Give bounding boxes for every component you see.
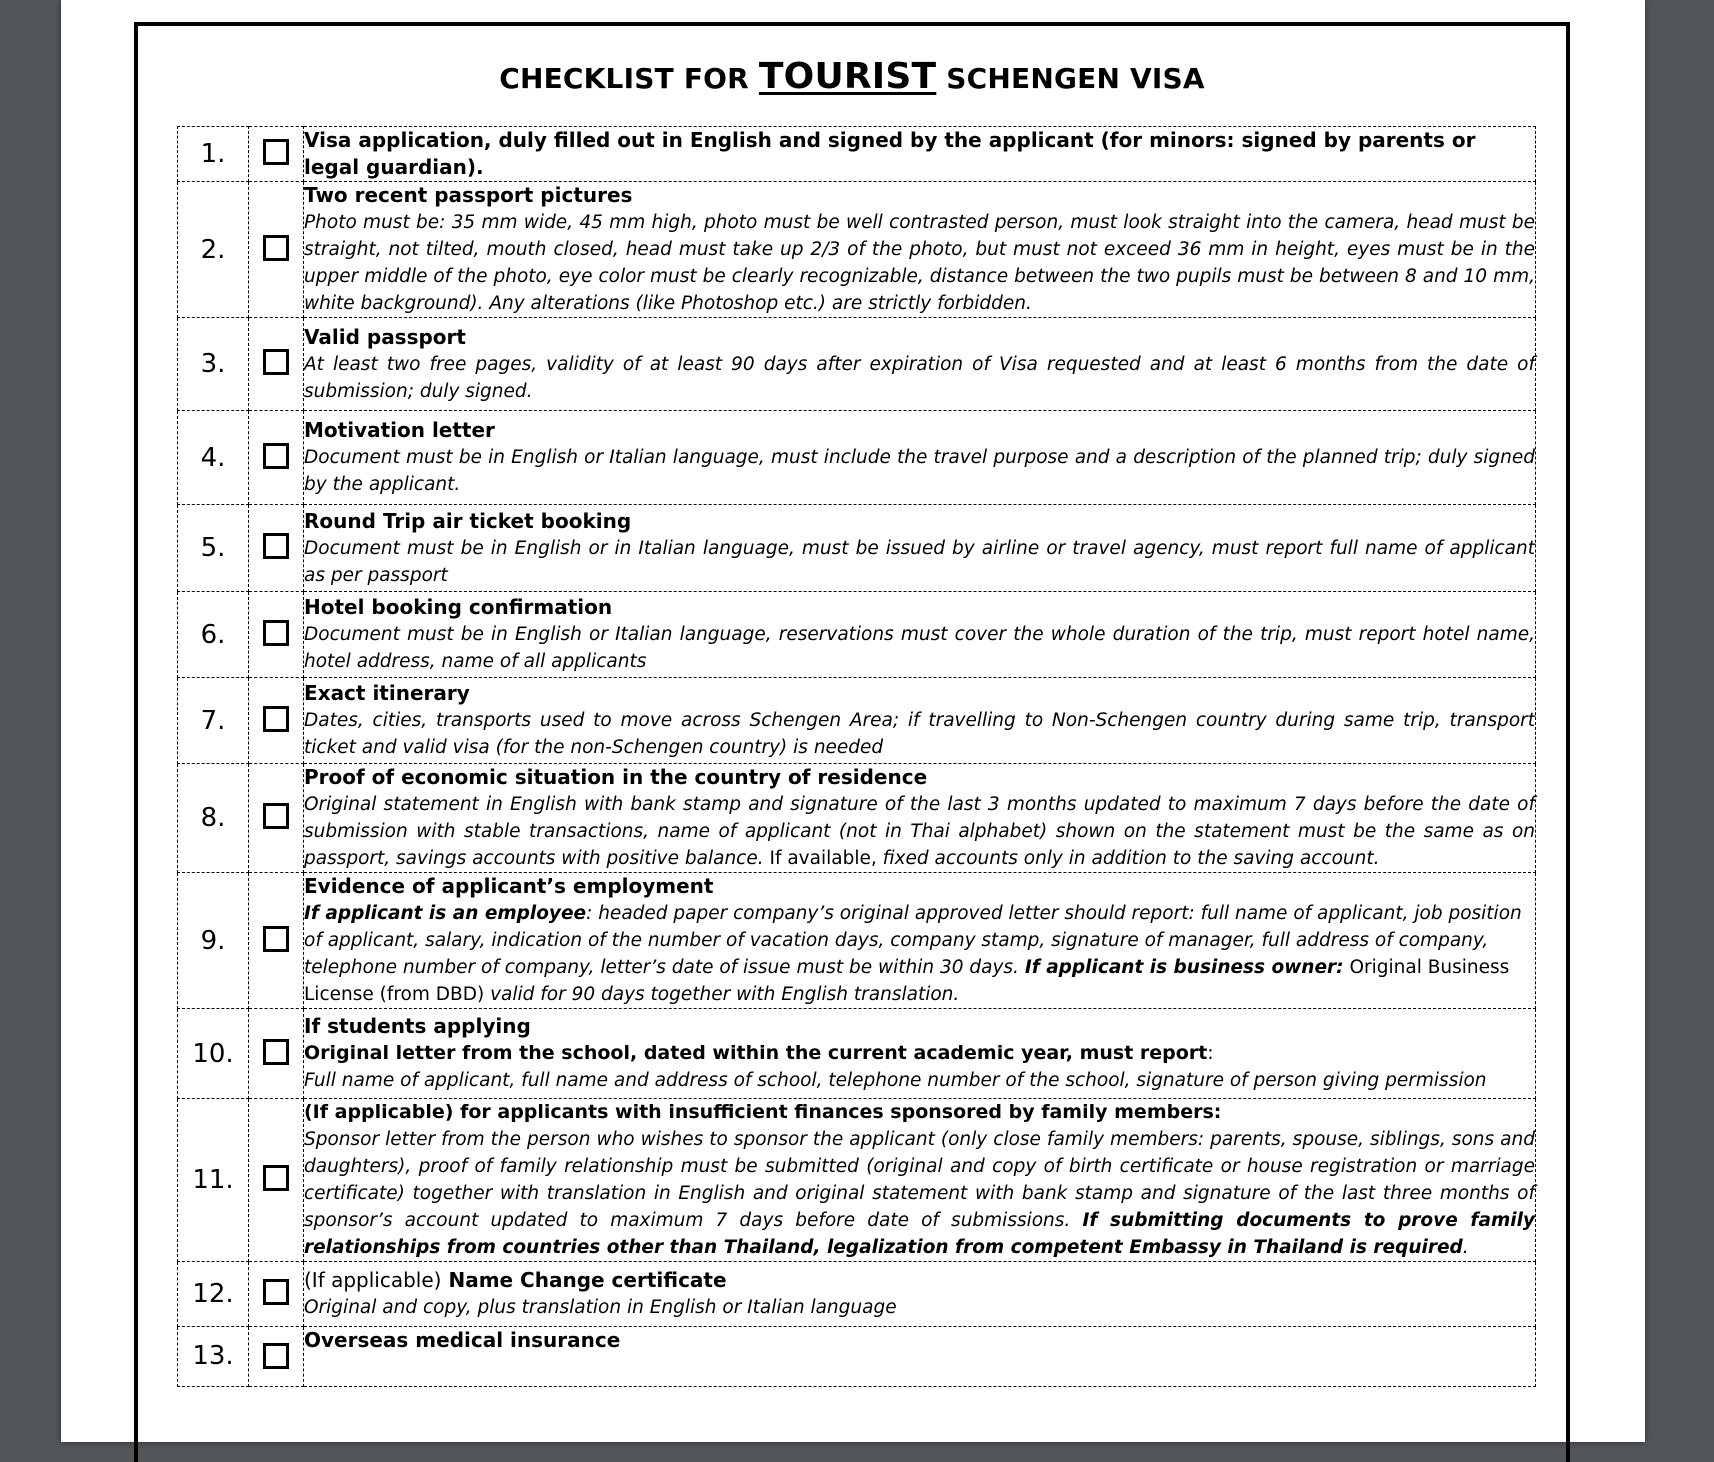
item-description-plain: If available, — [769, 848, 877, 869]
document-page — [61, 0, 1645, 1442]
checklist-row — [178, 127, 1536, 182]
title-prefix: CHECKLIST FOR — [499, 62, 749, 95]
item-number: 4. — [178, 411, 249, 505]
checklist-row — [178, 318, 1536, 411]
item-heading: Name Change certificate — [448, 1268, 727, 1292]
checklist-row — [178, 764, 1536, 873]
checklist-row — [178, 1262, 1536, 1327]
owner-label: If applicant is business owner: — [1024, 957, 1344, 978]
item-number: 8. — [178, 764, 249, 873]
checkbox[interactable] — [263, 443, 289, 469]
item-number: 1. — [178, 127, 249, 182]
checklist-row — [178, 411, 1536, 505]
item-heading-extra: (for minors: signed by parents or legal guardian). — [304, 128, 1476, 179]
checkbox[interactable] — [263, 139, 289, 165]
title-suffix: SCHENGEN VISA — [946, 62, 1205, 95]
item-heading-plain: (If applicable) — [304, 1268, 442, 1292]
item-description: Original statement in English with bank stamp and signature of the last 3 months updated to maximum 7 days before the date of submission with stable transactions, name of applicant (not in Thai alphabet) shown on the statement must be the same as on passport, savings accounts with positive balance. — [304, 794, 1535, 869]
item-number: 5. — [178, 505, 249, 592]
checklist-row — [178, 1009, 1536, 1099]
checkbox[interactable] — [263, 533, 289, 559]
item-number: 10. — [178, 1009, 249, 1099]
page-title — [142, 56, 1562, 97]
checkbox[interactable] — [263, 706, 289, 732]
checkbox[interactable] — [263, 1039, 289, 1065]
item-heading: Valid passport — [304, 324, 466, 349]
owner-license: Original Business License (from DBD) — [304, 957, 1510, 1005]
checkbox[interactable] — [263, 1165, 289, 1191]
item-number: 7. — [178, 678, 249, 764]
title-emphasis: TOURIST — [758, 56, 937, 97]
item-description: Document must be in English or in Italian language, must be issued by airline or travel agency, must report full name of applicant as per passport — [304, 537, 1535, 586]
item-heading: If students applying — [304, 1014, 531, 1038]
item-number: 13. — [178, 1327, 249, 1387]
checklist-row — [178, 505, 1536, 592]
item-number: 3. — [178, 318, 249, 411]
item-description: Document must be in English or Italian language, must include the travel purpose and a description of the planned trip; duly signed by the applicant. — [304, 447, 1535, 495]
item-description: Photo must be: 35 mm wide, 45 mm high, photo must be well contrasted person, must look straight into the camera, head must be straight, not tilted, mouth closed, head must take up 2/3 of the photo, but must not exceed 36 mm in height, eyes must be in the upper middle of the photo, eye color must be clearly recognizable, distance between the two pupils must be between 8 and 10 mm, white background). Any alterations (like Photoshop etc.) are strictly forbidden. — [304, 212, 1535, 314]
checkbox[interactable] — [263, 235, 289, 261]
item-description-bold: If submitting documents to prove family relationships from countries other than Thailand, legalization from competent Embassy in Thailand is required — [304, 1210, 1535, 1258]
checklist-row — [178, 592, 1536, 678]
item-number: 2. — [178, 182, 249, 318]
item-number: 12. — [178, 1262, 249, 1327]
item-description: Original and copy, plus translation in English or Italian language — [304, 1297, 897, 1318]
item-description: Sponsor letter from the person who wishes to sponsor the applicant (only close family members: parents, spouse, siblings, sons and daughters), proof of family relationship must be submitted (original and copy of birth certificate or house registration or marriage certificate) together with translation in English and original statement with bank stamp and signature of the last three months of sponsor’s account updated to maximum 7 days before date of submissions. — [304, 1129, 1535, 1231]
checkbox[interactable] — [263, 1343, 289, 1369]
checklist-row — [178, 182, 1536, 318]
item-heading: Exact itinerary — [304, 681, 470, 705]
item-heading: Visa application, duly filled out in English and signed by the applicant — [304, 128, 1094, 152]
item-description-end: . — [1462, 1237, 1469, 1258]
checkbox[interactable] — [263, 803, 289, 829]
item-description: At least two free pages, validity of at least 90 days after expiration of Visa requested and at least 6 months from the date of submission; duly signed. — [304, 353, 1535, 402]
checklist-row — [178, 873, 1536, 1009]
item-description: Full name of applicant, full name and address of school, telephone number of the school, signature of person giving permission — [304, 1070, 1487, 1091]
item-heading: (If applicable) for applicants with insufficient finances sponsored by family members: — [304, 1101, 1222, 1123]
checklist-row — [178, 1099, 1536, 1262]
checklist-row — [178, 678, 1536, 764]
checklist-table — [177, 126, 1536, 1387]
checkbox[interactable] — [263, 926, 289, 952]
employee-label: If applicant is an employee — [304, 903, 587, 924]
item-heading: Hotel booking confirmation — [304, 595, 613, 619]
item-heading: Two recent passport pictures — [304, 183, 633, 207]
checkbox[interactable] — [263, 349, 289, 375]
item-heading: Round Trip air ticket booking — [304, 508, 632, 533]
item-number: 11. — [178, 1099, 249, 1262]
item-description: Document must be in English or Italian language, reservations must cover the whole duration of the trip, must report hotel name, hotel address, name of all applicants — [304, 624, 1535, 672]
item-subheading-colon: : — [1207, 1042, 1214, 1064]
item-heading: Motivation letter — [304, 418, 495, 442]
checkbox[interactable] — [263, 1279, 289, 1305]
item-heading: Proof of economic situation in the country of residence — [304, 765, 928, 789]
item-heading: Overseas medical insurance — [304, 1328, 621, 1352]
item-number: 9. — [178, 873, 249, 1009]
item-number: 6. — [178, 592, 249, 678]
item-description: Dates, cities, transports used to move across Schengen Area; if travelling to Non-Schengen country during same trip, transport ticket and valid visa (for the non-Schengen country) is needed — [304, 710, 1535, 758]
owner-description: valid for 90 days together with English translation. — [490, 984, 960, 1005]
item-heading: Evidence of applicant’s employment — [304, 874, 714, 898]
item-subheading: Original letter from the school, dated within the current academic year, must report — [304, 1042, 1208, 1064]
checklist-row — [178, 1327, 1536, 1387]
checkbox[interactable] — [263, 620, 289, 646]
employee-description: : headed paper company’s original approved letter should report: full name of applicant, job position of applicant, salary, indication of the number of vacation days, company stamp, signature of manager, full address of company, telephone number of company, letter’s date of issue must be within 30 days. — [304, 903, 1522, 978]
item-description-tail: fixed accounts only in addition to the saving account. — [882, 848, 1380, 869]
